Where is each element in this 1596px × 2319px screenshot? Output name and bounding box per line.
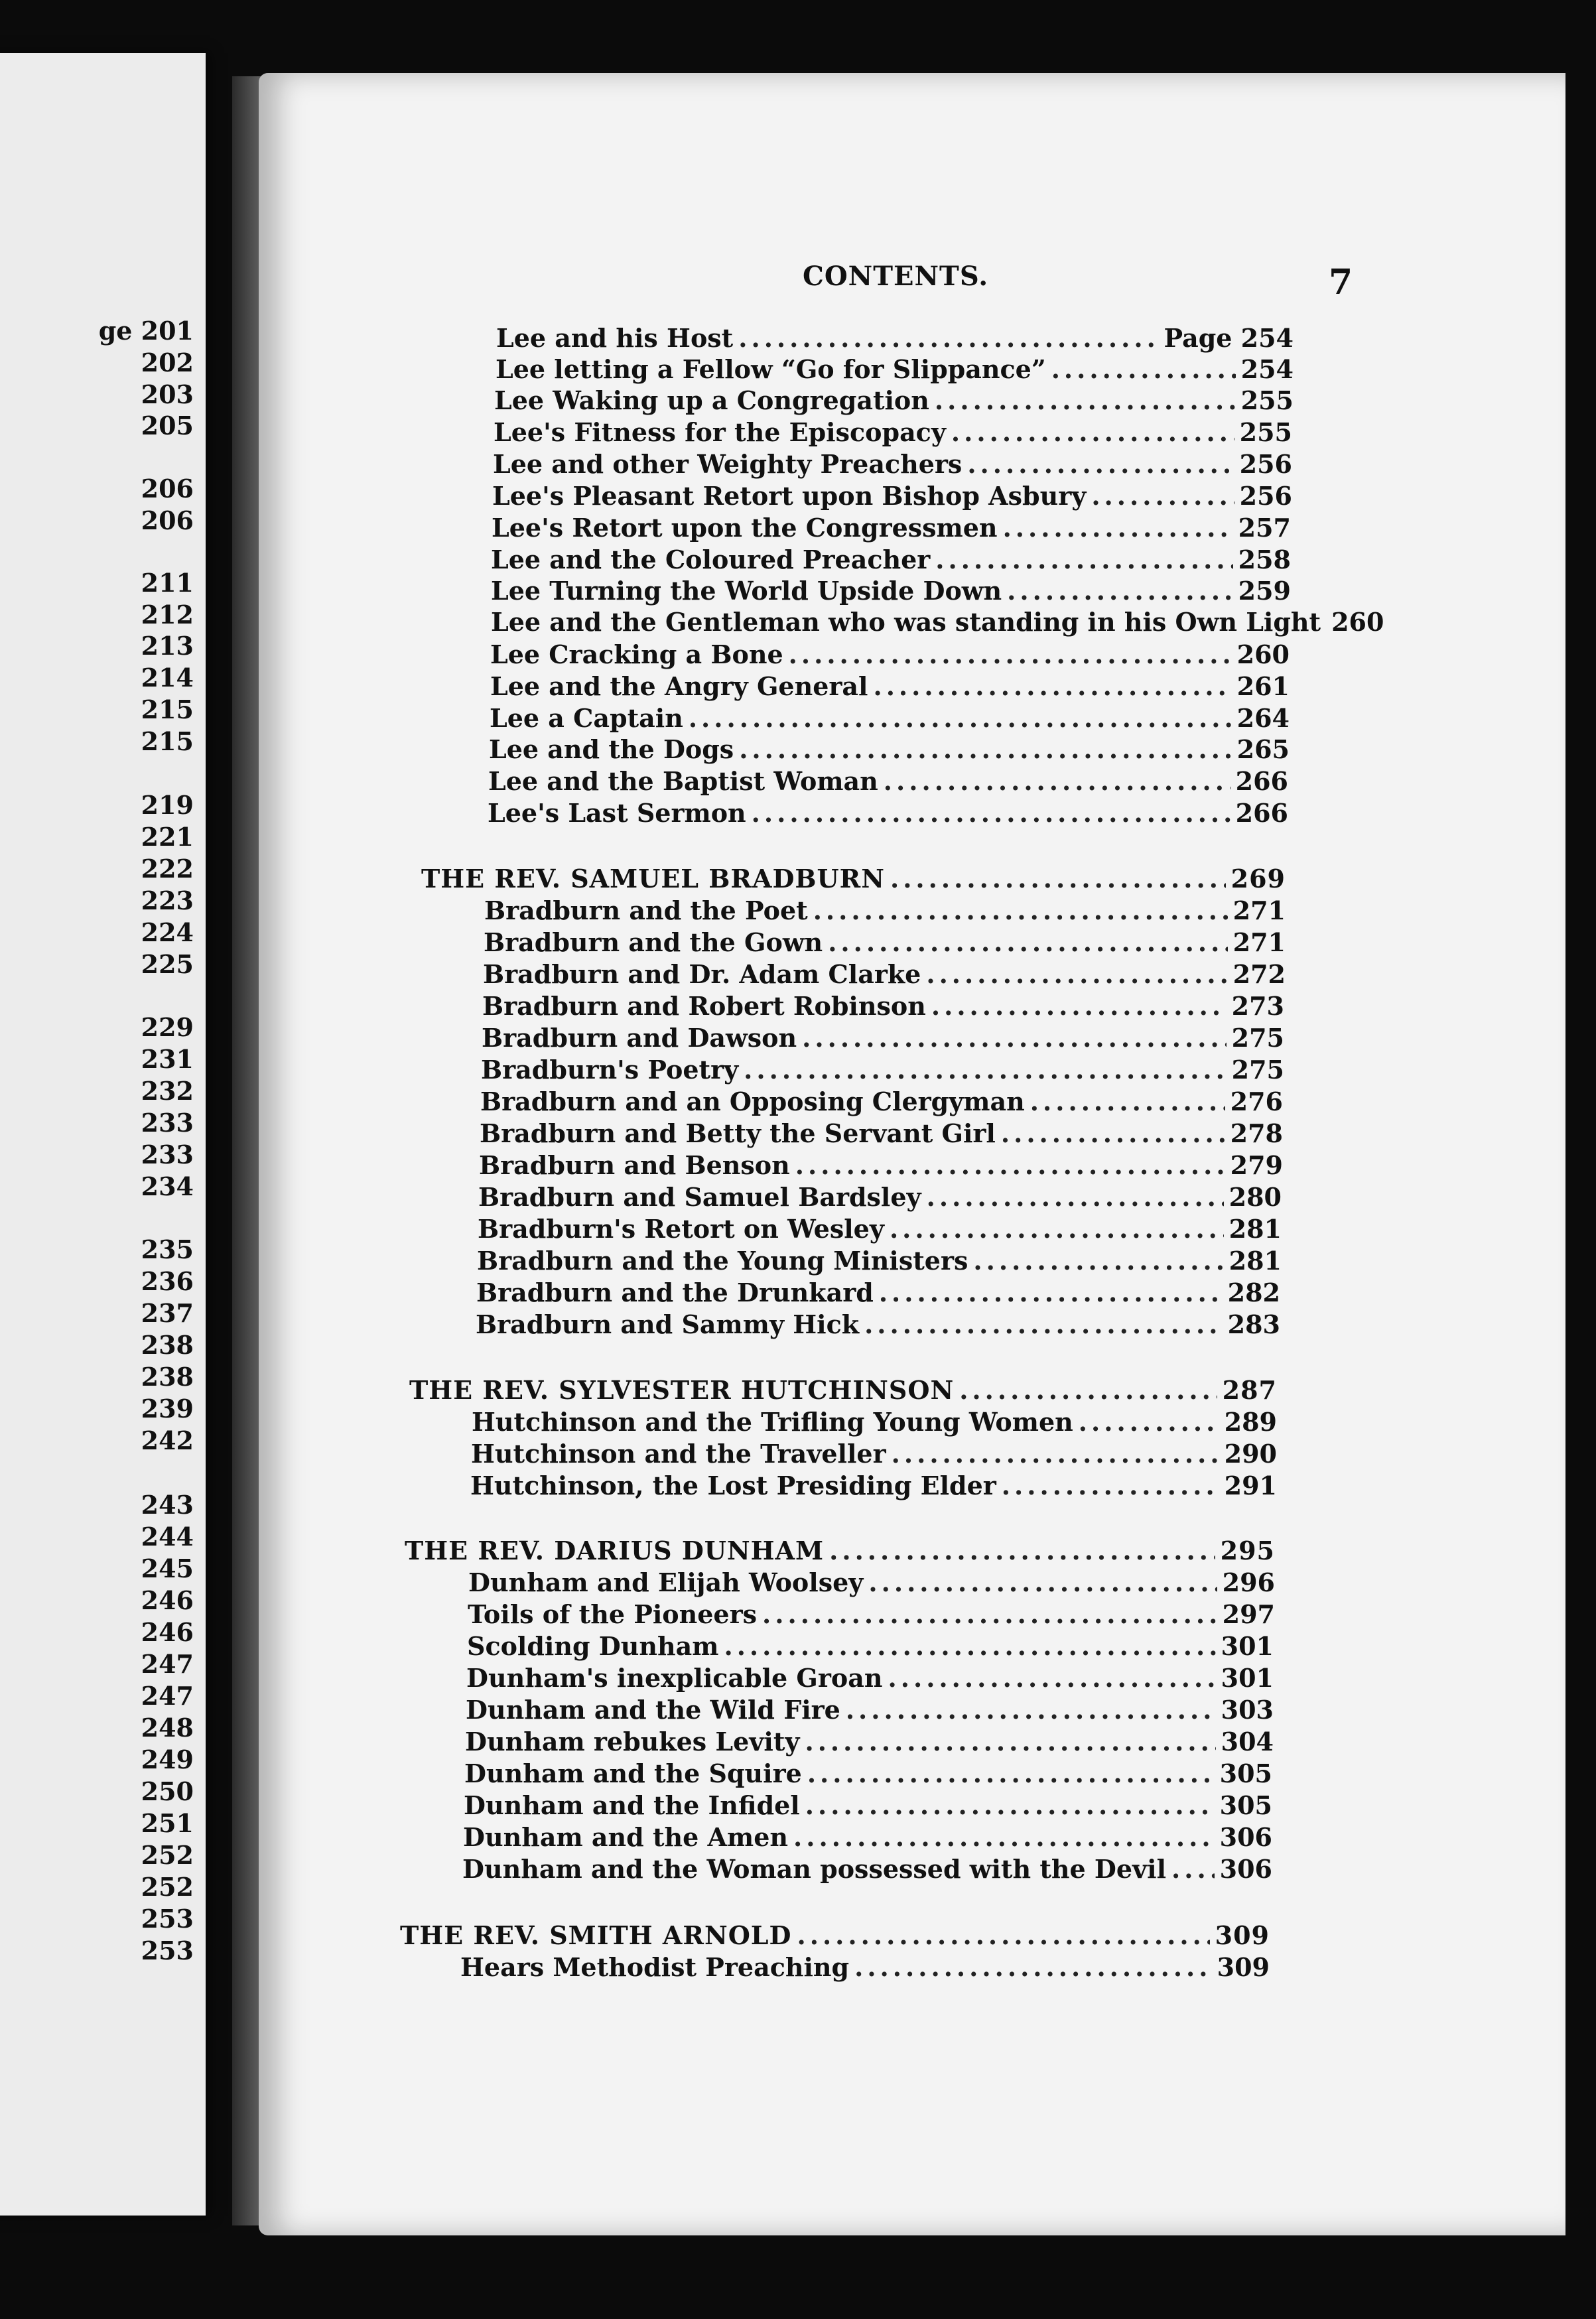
dot-leader <box>805 1726 1215 1758</box>
toc-entry-title: Bradburn and the Drunkard <box>476 1278 874 1307</box>
toc-entry-title: Hears Methodist Preaching <box>460 1952 850 1982</box>
toc-entry <box>468 1567 1275 1599</box>
section-heading <box>409 1374 1277 1406</box>
left-page-number: 242 <box>141 1425 194 1455</box>
toc-entry <box>493 448 1292 480</box>
dot-leader <box>738 322 1158 354</box>
toc-entry-page: 256 <box>1239 449 1292 479</box>
dot-leader <box>888 1662 1216 1694</box>
toc-entry <box>482 1022 1284 1054</box>
toc-entry-page: 272 <box>1232 959 1286 989</box>
dot-leader <box>973 1245 1223 1277</box>
toc-entry <box>491 606 1384 638</box>
toc-entry-page: 266 <box>1235 766 1288 796</box>
section-heading <box>405 1535 1275 1567</box>
section-heading <box>400 1920 1270 1952</box>
toc-entry-page: 295 <box>1220 1536 1275 1565</box>
left-page-number: 243 <box>141 1490 194 1520</box>
toc-entry-page: 255 <box>1240 385 1294 415</box>
dot-leader <box>892 1438 1219 1470</box>
left-page-number: 212 <box>141 600 194 629</box>
dot-leader <box>829 1535 1215 1567</box>
left-page-number: 238 <box>141 1362 194 1392</box>
toc-entry <box>480 1118 1283 1150</box>
toc-entry <box>476 1277 1280 1309</box>
left-page-number: 205 <box>141 411 194 440</box>
left-page-number: 250 <box>141 1776 194 1806</box>
left-page-number: 248 <box>141 1713 194 1743</box>
toc-entry <box>477 1245 1282 1277</box>
left-page-number: 229 <box>141 1012 194 1042</box>
left-page-number: 253 <box>141 1936 194 1965</box>
toc-entry-page: 287 <box>1222 1375 1277 1405</box>
left-page-number: 234 <box>141 1171 194 1201</box>
toc-entry-title: Lee and other Weighty Preachers <box>493 449 963 479</box>
toc-entry <box>470 1470 1277 1502</box>
toc-entry-title: Lee and the Dogs <box>489 734 734 764</box>
dot-leader <box>926 959 1227 990</box>
toc-entry-page: 309 <box>1215 1920 1270 1950</box>
left-page-number: 238 <box>141 1330 194 1360</box>
dot-leader <box>813 895 1228 927</box>
dot-leader <box>1002 1470 1219 1502</box>
toc-entry-page: 259 <box>1238 576 1291 606</box>
left-page-number: 206 <box>141 505 194 535</box>
toc-entry-page: 305 <box>1219 1790 1272 1820</box>
left-page-number: 247 <box>141 1681 194 1711</box>
toc-entry <box>490 671 1290 702</box>
dot-leader <box>879 1277 1223 1309</box>
toc-entry <box>496 322 1294 354</box>
left-page-number: 236 <box>141 1266 194 1296</box>
toc-entry <box>462 1853 1272 1885</box>
toc-entry-page: 260 <box>1236 639 1290 669</box>
toc-entry-page: 265 <box>1236 734 1290 764</box>
toc-entry-title: Bradburn and the Young Ministers <box>477 1246 968 1276</box>
left-page-number: 203 <box>141 379 194 409</box>
toc-entry-title: THE REV. SAMUEL BRADBURN <box>421 864 885 894</box>
toc-entry-title: Scolding Dunham <box>467 1631 719 1661</box>
toc-entry <box>471 1438 1277 1470</box>
toc-entry <box>494 385 1294 417</box>
left-page-number: 231 <box>141 1044 194 1074</box>
toc-entry-title: Lee's Pleasant Retort upon Bishop Asbury <box>492 481 1087 511</box>
dot-leader <box>797 1920 1209 1952</box>
left-page-number: 237 <box>141 1298 194 1328</box>
dot-leader <box>846 1694 1216 1726</box>
toc-entry-title: Bradburn and the Poet <box>484 895 808 925</box>
dot-leader <box>951 417 1234 448</box>
toc-entry-title: Lee's Fitness for the Episcopacy <box>494 417 946 447</box>
toc-entry-page: 290 <box>1224 1439 1277 1469</box>
toc-entry <box>463 1822 1272 1853</box>
left-page-number: 202 <box>141 348 194 377</box>
left-page-number: 222 <box>141 854 194 884</box>
toc-entry <box>491 575 1291 607</box>
toc-entry-title: Lee Cracking a Bone <box>490 639 783 669</box>
toc-entry-page: 278 <box>1230 1118 1283 1148</box>
toc-entry-title: Bradburn and Samuel Bardsley <box>478 1182 921 1212</box>
toc-entry-title: Dunham and the Amen <box>463 1822 789 1852</box>
toc-entry <box>481 1054 1284 1086</box>
left-page-number: 233 <box>141 1108 194 1138</box>
toc-entry-page: 289 <box>1224 1407 1277 1437</box>
toc-entry-title: Bradburn and Robert Robinson <box>482 991 926 1021</box>
dot-leader <box>1171 1853 1215 1885</box>
toc-entry-page: 273 <box>1231 991 1284 1021</box>
section-heading <box>421 863 1286 895</box>
dot-leader <box>1051 354 1236 385</box>
toc-entry-page: 257 <box>1238 513 1291 543</box>
left-page-number: 252 <box>141 1840 194 1870</box>
toc-entry-title: Hutchinson, the Lost Presiding Elder <box>470 1471 996 1500</box>
toc-entry-page: 281 <box>1229 1214 1282 1244</box>
left-page-number: 215 <box>141 726 194 756</box>
dot-leader <box>864 1309 1223 1341</box>
toc-entry-title: Lee and the Baptist Woman <box>488 766 878 796</box>
toc-entry-title: THE REV. SYLVESTER HUTCHINSON <box>409 1375 955 1405</box>
toc-entry <box>479 1150 1283 1181</box>
left-page <box>0 53 206 2216</box>
toc-entry-title: Bradburn and Benson <box>479 1150 790 1180</box>
toc-entry-page: 306 <box>1219 1854 1272 1884</box>
dot-leader <box>762 1599 1217 1630</box>
toc-entry-title: Dunham and the Woman possessed with the Devil <box>462 1854 1167 1884</box>
dot-leader <box>805 1790 1215 1822</box>
left-page-number: 224 <box>141 917 194 947</box>
page-number: 7 <box>1329 262 1353 302</box>
left-page-number: 211 <box>141 568 194 598</box>
left-page-number: 246 <box>141 1617 194 1647</box>
toc-entry <box>489 734 1290 765</box>
toc-entry-title: Lee's Retort upon the Congressmen <box>492 513 998 543</box>
toc-entry-page: 280 <box>1229 1182 1282 1212</box>
dot-leader <box>744 1054 1227 1086</box>
toc-entry <box>476 1309 1280 1341</box>
left-page-number: 233 <box>141 1140 194 1169</box>
toc-entry-page: 301 <box>1221 1663 1274 1693</box>
dot-leader <box>793 1822 1215 1853</box>
left-page-number: 225 <box>141 949 194 979</box>
toc-entry-title: Dunham and the Wild Fire <box>466 1695 840 1725</box>
toc-entry-page: 303 <box>1221 1695 1274 1725</box>
toc-entry-page: 254 <box>1240 354 1294 384</box>
toc-entry-page: 304 <box>1221 1727 1274 1756</box>
toc-entry-page: 282 <box>1227 1278 1280 1307</box>
dot-leader <box>1003 512 1233 544</box>
left-page-number: ge 201 <box>98 316 194 346</box>
toc-entry-title: Dunham rebukes Levity <box>465 1727 800 1756</box>
toc-entry-page: 271 <box>1232 927 1286 957</box>
toc-entry-page: 260 <box>1331 607 1384 637</box>
toc-entry-page: 276 <box>1230 1087 1283 1116</box>
toc-entry <box>467 1630 1274 1662</box>
toc-entry-title: Bradburn and Dr. Adam Clarke <box>483 959 921 989</box>
toc-entry-page: 264 <box>1236 703 1290 733</box>
left-page-number: 223 <box>141 886 194 915</box>
toc-entry-page: 275 <box>1231 1055 1284 1085</box>
toc-entry-title: Lee and his Host <box>496 323 734 353</box>
toc-entry-page: 256 <box>1239 481 1292 511</box>
toc-entry-title: Lee Waking up a Congregation <box>494 385 929 415</box>
toc-entry <box>484 927 1286 959</box>
dot-leader <box>789 639 1232 671</box>
left-page-number: 253 <box>141 1904 194 1934</box>
toc-entry-page: 266 <box>1235 798 1288 828</box>
left-page-number: 221 <box>141 822 194 852</box>
toc-entry-title: Lee a Captain <box>490 703 683 733</box>
toc-entry <box>472 1406 1277 1438</box>
dot-leader <box>868 1567 1217 1599</box>
toc-entry-title: Bradburn and Betty the Servant Girl <box>480 1118 996 1148</box>
left-page-number: 251 <box>141 1808 194 1838</box>
dot-leader <box>807 1758 1215 1790</box>
dot-leader <box>795 1150 1225 1181</box>
toc-entry-title: Lee and the Gentleman who was standing in his Own Light <box>491 607 1321 637</box>
toc-entry <box>490 702 1290 734</box>
dot-leader <box>935 544 1232 576</box>
dot-leader <box>931 990 1227 1022</box>
left-page-number: 214 <box>141 663 194 693</box>
left-page-number: 246 <box>141 1585 194 1615</box>
toc-entry <box>465 1726 1274 1758</box>
toc-entry <box>488 765 1288 797</box>
toc-entry-title: Lee letting a Fellow “Go for Slippance” <box>496 354 1046 384</box>
toc-entry-title: Lee and the Coloured Preacher <box>491 545 931 574</box>
toc-entry-title: Lee Turning the World Upside Down <box>491 576 1002 606</box>
dot-leader <box>1079 1406 1219 1438</box>
dot-leader <box>884 765 1230 797</box>
toc-entry-title: Dunham and Elijah Woolsey <box>468 1567 864 1597</box>
dot-leader <box>959 1374 1217 1406</box>
left-page-number: 235 <box>141 1234 194 1264</box>
toc-entry-title: THE REV. DARIUS DUNHAM <box>405 1536 825 1565</box>
dot-leader <box>752 797 1230 829</box>
left-page-number: 252 <box>141 1872 194 1902</box>
left-page-number: 239 <box>141 1394 194 1424</box>
toc-entry <box>466 1662 1274 1694</box>
toc-entry-title: THE REV. SMITH ARNOLD <box>400 1920 792 1950</box>
toc-entry-page: 305 <box>1219 1758 1272 1788</box>
toc-entry-title: Toils of the Pioneers <box>468 1599 758 1629</box>
toc-entry-page: 279 <box>1230 1150 1283 1180</box>
toc-entry-page: 309 <box>1217 1952 1270 1982</box>
dot-leader <box>890 863 1226 895</box>
toc-entry-title: Dunham's inexplicable Groan <box>466 1663 883 1693</box>
toc-entry-page: 291 <box>1224 1471 1277 1500</box>
dot-leader <box>828 927 1227 959</box>
dot-leader <box>935 385 1236 417</box>
toc-entry <box>460 1952 1270 1983</box>
dot-leader <box>890 1213 1224 1245</box>
toc-entry-title: Lee's Last Sermon <box>488 798 746 828</box>
toc-entry <box>478 1213 1282 1245</box>
left-page-number: 244 <box>141 1522 194 1552</box>
running-head: CONTENTS. <box>803 261 989 292</box>
left-page-number: 249 <box>141 1745 194 1774</box>
left-page-number: 206 <box>141 474 194 503</box>
left-page-number: 215 <box>141 695 194 724</box>
toc-entry <box>492 512 1291 544</box>
dot-leader <box>802 1022 1227 1054</box>
toc-entry <box>478 1181 1282 1213</box>
toc-entry-title: Bradburn's Retort on Wesley <box>478 1214 884 1244</box>
toc-entry <box>484 895 1286 927</box>
toc-entry <box>480 1086 1283 1118</box>
toc-entry-title: Hutchinson and the Trifling Young Women <box>472 1407 1073 1437</box>
toc-entry-title: Dunham and the Squire <box>464 1758 802 1788</box>
dot-leader <box>854 1952 1212 1983</box>
toc-entry-page: Page 254 <box>1164 323 1294 353</box>
toc-entry-title: Bradburn and the Gown <box>484 927 823 957</box>
toc-entry-page: 275 <box>1231 1023 1284 1053</box>
toc-entry-title: Bradburn and an Opposing Clergyman <box>480 1087 1025 1116</box>
toc-entry <box>468 1599 1275 1630</box>
toc-entry-page: 296 <box>1222 1567 1275 1597</box>
left-page-number: 245 <box>141 1554 194 1583</box>
toc-entry-page: 306 <box>1219 1822 1272 1852</box>
dot-leader <box>1091 480 1234 512</box>
toc-entry-page: 271 <box>1232 895 1286 925</box>
toc-entry <box>488 797 1288 829</box>
toc-entry-page: 301 <box>1221 1631 1274 1661</box>
dot-leader <box>689 702 1232 734</box>
toc-entry-title: Lee and the Angry General <box>490 671 868 701</box>
dot-leader <box>1030 1086 1225 1118</box>
toc-entry-title: Bradburn's Poetry <box>481 1055 739 1085</box>
toc-entry-page: 255 <box>1239 417 1292 447</box>
dot-leader <box>1001 1118 1225 1150</box>
dot-leader <box>739 734 1231 765</box>
toc-entry <box>496 354 1294 385</box>
left-page-number: 232 <box>141 1076 194 1106</box>
toc-entry <box>483 959 1286 990</box>
left-page-number: 219 <box>141 790 194 820</box>
toc-entry <box>494 417 1292 448</box>
left-page-number: 213 <box>141 631 194 661</box>
dot-leader <box>873 671 1231 702</box>
toc-entry <box>492 480 1292 512</box>
toc-entry-title: Bradburn and Sammy Hick <box>476 1309 860 1339</box>
toc-entry-title: Bradburn and Dawson <box>482 1023 797 1053</box>
toc-entry-title: Hutchinson and the Traveller <box>471 1439 886 1469</box>
toc-entry <box>464 1790 1272 1822</box>
dot-leader <box>967 448 1234 480</box>
toc-entry-page: 261 <box>1236 671 1290 701</box>
toc-entry-page: 269 <box>1230 864 1286 894</box>
toc-entry-page: 297 <box>1222 1599 1275 1629</box>
toc-entry <box>482 990 1284 1022</box>
toc-entry <box>491 544 1291 576</box>
toc-entry-title: Dunham and the Infidel <box>464 1790 800 1820</box>
dot-leader <box>927 1181 1224 1213</box>
dot-leader <box>1007 575 1233 607</box>
dot-leader <box>724 1630 1215 1662</box>
toc-entry <box>466 1694 1274 1726</box>
toc-entry <box>490 639 1290 671</box>
left-page-number: 247 <box>141 1649 194 1679</box>
toc-entry <box>464 1758 1272 1790</box>
toc-entry-page: 281 <box>1229 1246 1282 1276</box>
toc-entry-page: 283 <box>1227 1309 1280 1339</box>
toc-entry-page: 258 <box>1238 545 1291 574</box>
